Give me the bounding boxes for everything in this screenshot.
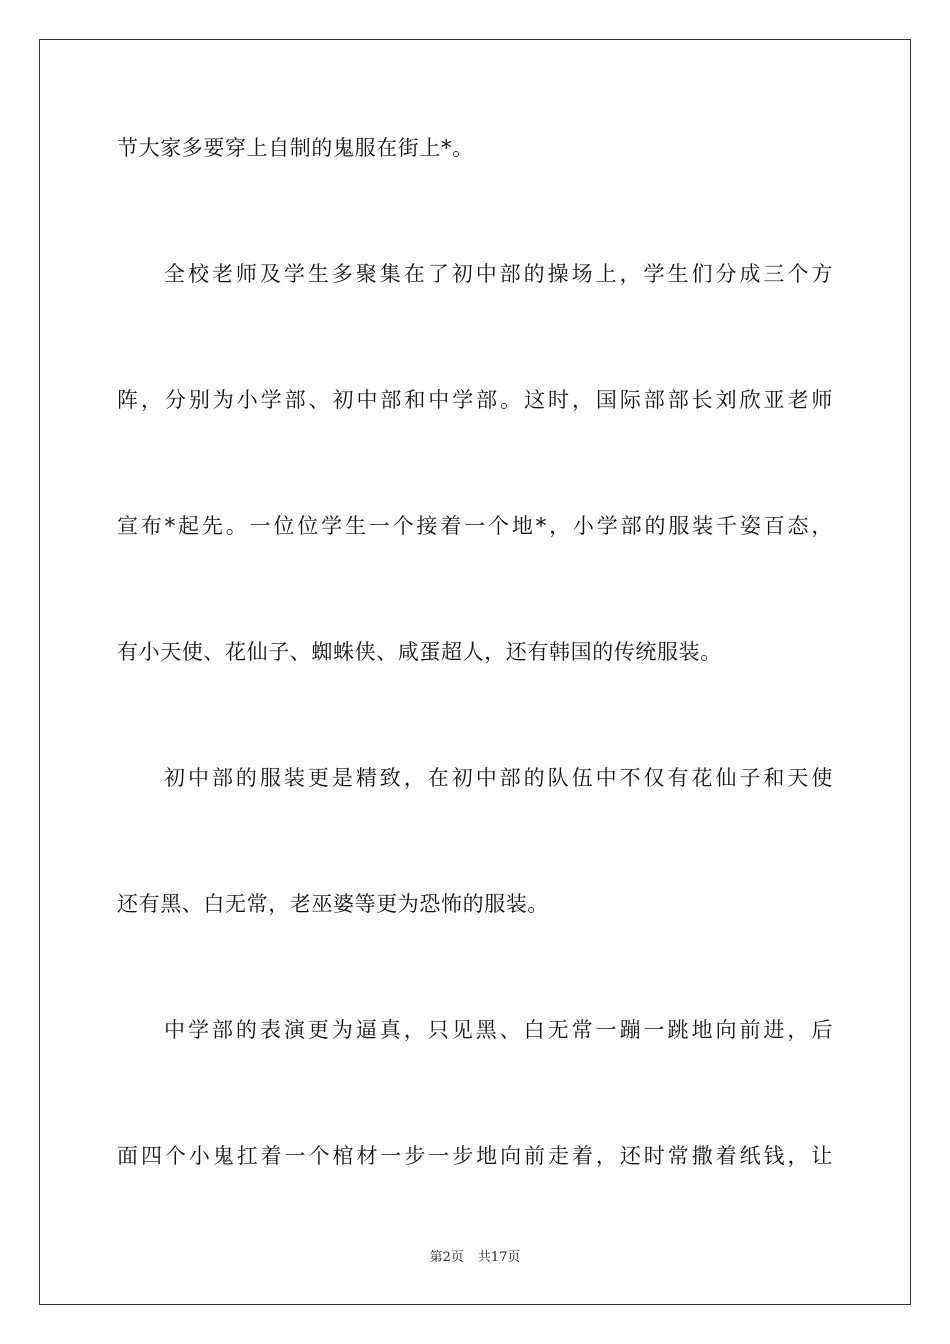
paragraph-line: 阵，分别为小学部、初中部和中学部。这时，国际部部长刘欣亚老师 [117,388,833,412]
paragraph-line: 还有黑、白无常，老巫婆等更为恐怖的服装。 [117,892,549,916]
page-number: 第2页 [429,1250,464,1265]
paragraph-line: 初中部的服装更是精致，在初中部的队伍中不仅有花仙子和天使 [164,766,833,790]
page-footer [0,1246,950,1265]
page-total: 共17页 [477,1250,521,1265]
paragraph-line: 节大家多要穿上自制的鬼服在街上*。 [117,136,474,160]
paragraph-line: 宣布*起先。一位位学生一个接着一个地*，小学部的服装千姿百态， [117,514,833,538]
paragraph-line: 中学部的表演更为逼真，只见黑、白无常一蹦一跳地向前进，后 [164,1018,833,1042]
paragraph-line: 面四个小鬼扛着一个棺材一步一步地向前走着，还时常撒着纸钱，让 [117,1144,833,1168]
paragraph-line: 全校老师及学生多聚集在了初中部的操场上，学生们分成三个方 [164,262,833,286]
paragraph-line: 有小天使、花仙子、蜘蛛侠、咸蛋超人，还有韩国的传统服装。 [117,640,722,664]
document-body [117,120,833,1254]
